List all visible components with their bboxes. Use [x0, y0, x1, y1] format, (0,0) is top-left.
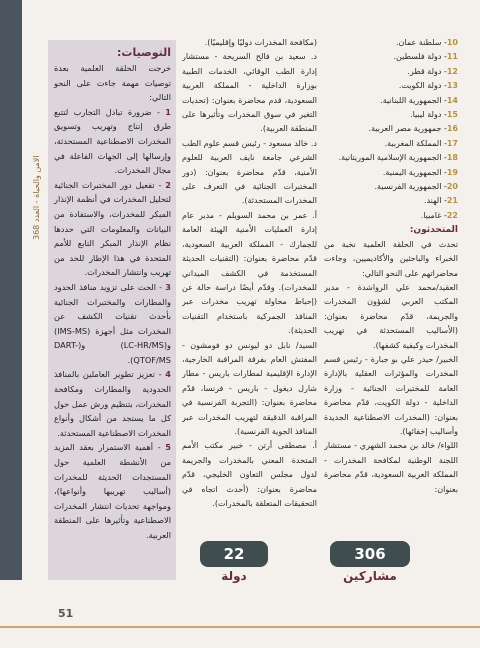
country-item: 21- الهند. [423, 196, 458, 206]
country-item: 14- الجمهورية اللبنانية. [380, 95, 458, 105]
stat-value: 306 [330, 541, 410, 567]
recommendation-item: 4 - تعزيز تطوير العاملين بالمنافذ الحدودية والمطارات ومكافحة المخدرات، بتنظيم ورش عمل حول كل ما يستجد من أشكال وأنواع المخدرات الاصطناعية المستحدثة. [54, 369, 171, 438]
paragraph: أ. عمر بن محمد السويلم - مدير عام إدارة العمليات الأمنية الهيئة العامة للجمارك - المملكة العربية السعودية، قدّم محاضرة بعنوان: (التقنيات الحديثة المستخدمة في الكشف الميداني للمخدرات). وقدّم أيضًا دراسة حالة عن (إحباط محاولة تهريب مخدرات عبر المنافذ الجمركية باستخدام التقنيات الحديثة). [182, 210, 317, 336]
country-item: 20- الجمهورية الفرنسية. [374, 182, 458, 192]
speakers-heading: المتحدثون: [409, 225, 458, 236]
country-item: 12- دولة قطر. [407, 66, 458, 76]
recommendation-item: 3 - الحث على تزويد منافذ الحدود والمطارات والمختبرات الجنائية بأحدث تقنيات الكشف عن المخدرات مثل أجهزة (IMS-MS) و(LC-HR/MS) و(DART-QTOF/MS). [54, 281, 171, 365]
issue-side-label: الامن والحياة - العدد 368 [32, 155, 41, 240]
side-strip [0, 0, 22, 580]
country-item: 13- دولة الكويت. [398, 81, 458, 91]
middle-column [182, 36, 317, 536]
paragraph: تحدث في الحلقة العلمية نخبة من الخبراء والباحثين والأكاديميين، وجاءت محاضراتهم على النحو التالي: [324, 239, 458, 278]
paragraph: د. سعيد بن فالح السريحة - مستشار إدارة الطب الوقائي، الخدمات الطبية بوزارة الداخلية - المملكة العربية السعودية، قدم محاضرة بعنوان: (تحديات التغير في سوق المخدرات وتأثيرها على المنطقة العربية). [182, 52, 317, 134]
stat-countries [200, 541, 268, 591]
recommendations-box [48, 40, 176, 580]
country-item: 22- غامبيا. [420, 210, 458, 220]
country-item: 19- الجمهورية اليمنية. [382, 167, 458, 177]
recommendation-item: 2 - تفعيل دور المختبرات الجنائية لتحليل المخدرات في أنظمة الإنذار المبكر للمخدرات، والاستفادة من البيانات والمعلومات التي حددها نظام الإنذار المبكر التابع للأمم المتحدة في هذا الإطار للحد من تهريب وانتشار المخدرات. [54, 179, 171, 278]
recommendations-intro: خرجت الحلقة العلمية بعدة توصيات مهمة جاءت على النحو التالي: [54, 63, 171, 103]
right-column [324, 36, 458, 536]
country-item: 16- جمهورية مصر العربية. [368, 124, 458, 134]
country-item: 11- دولة فلسطين. [393, 52, 458, 62]
recommendation-item: 5 - أهمية الاستمرار بعقد المزيد من الأنشطة العلمية حول المستجدات الحديثة للمخدرات (أساليب تهريبها وأنواعها)، ومواجهة تحديات انتشار المخدرات الاصطناعية وتأثيرها على المنطقة العربية. [54, 442, 171, 540]
paragraph: السيد/ نابل دو ليونس دو فومشون - المفتش العام بفرقة المراقبة الخارجية، الإدارة الإقليمية لمطارات باريس - مطار شارل ديغول - باريس - فرنسا، قدّم محاضرة بعنوان: (التجربة الفرنسية في المراقبة الدقيقة لتهريب المخدرات عبر المنافذ الجوية الفرنسية). [182, 340, 317, 436]
country-item: 10- سلطنة عمان. [396, 38, 458, 47]
country-item: 17- المملكة المغربية. [384, 138, 458, 148]
footer-divider [0, 626, 480, 628]
paragraph: أ. مصطفى أرتن - خبير مكتب الأمم المتحدة المعني بالمخدرات والجريمة لدول مجلس التعاون الخليجي، قدّم محاضرة بعنوان: (أحدث اتجاه في التحقيقات المتعلقة بالمخدرات). [182, 441, 317, 508]
stat-label: دولة [221, 569, 247, 583]
country-item: 18- الجمهورية الإسلامية الموريتانية. [338, 153, 458, 163]
stat-participants [330, 541, 410, 591]
stat-label: مشاركين [343, 569, 397, 583]
paragraph: د. خالد مسعود - رئيس قسم علوم الطب الشرعي جامعة نايف العربية للعلوم الأمنية، قدّم محاضرة بعنوان: (دور المختبرات الجنائية في التعرف على المخدرات المستحدثة). [182, 138, 317, 206]
stat-value: 22 [200, 541, 268, 567]
paragraph: (مكافحة المخدرات دوليًا وإقليميًا). [204, 38, 317, 47]
recommendation-item: 1 - ضرورة تبادل التجارب لتتبع طرق إنتاج وتهريب وتسويق المخدرات الاصطناعية المستحدثة، وإرسالها إلى الجهات الفاعلة في مجال المخدرات. [54, 106, 171, 176]
paragraph: اللواء/ خالد بن محمد الشهري - مستشار اللجنة الوطنية لمكافحة المخدرات - المملكة العربية السعودية، قدّم محاضرة بعنوان: [324, 441, 458, 494]
page-number: 51 [58, 607, 74, 620]
country-item: 15- دولة ليبيا. [410, 110, 458, 120]
paragraph: العقيد/محمد علي الرواشدة - مدير المكتب العربي لشؤون المخدرات والجريمة، قدّم محاضرة بعنوان: (الأساليب المستحدثة في تهريب المخدرات وكيفية كشفها). [324, 282, 458, 350]
paragraph: الخبير/ حيدر علي بو جبارة - رئيس قسم المخدرات والمؤثرات العقلية بالإدارة العامة للمختبرات الجنائية - وزارة الداخلية - دولة الكويت، قدّم محاضرة بعنوان: (المخدرات الاصطناعية الجديدة وأساليب إخفائها). [324, 354, 458, 436]
recommendations-title: التوصيات: [117, 46, 171, 59]
